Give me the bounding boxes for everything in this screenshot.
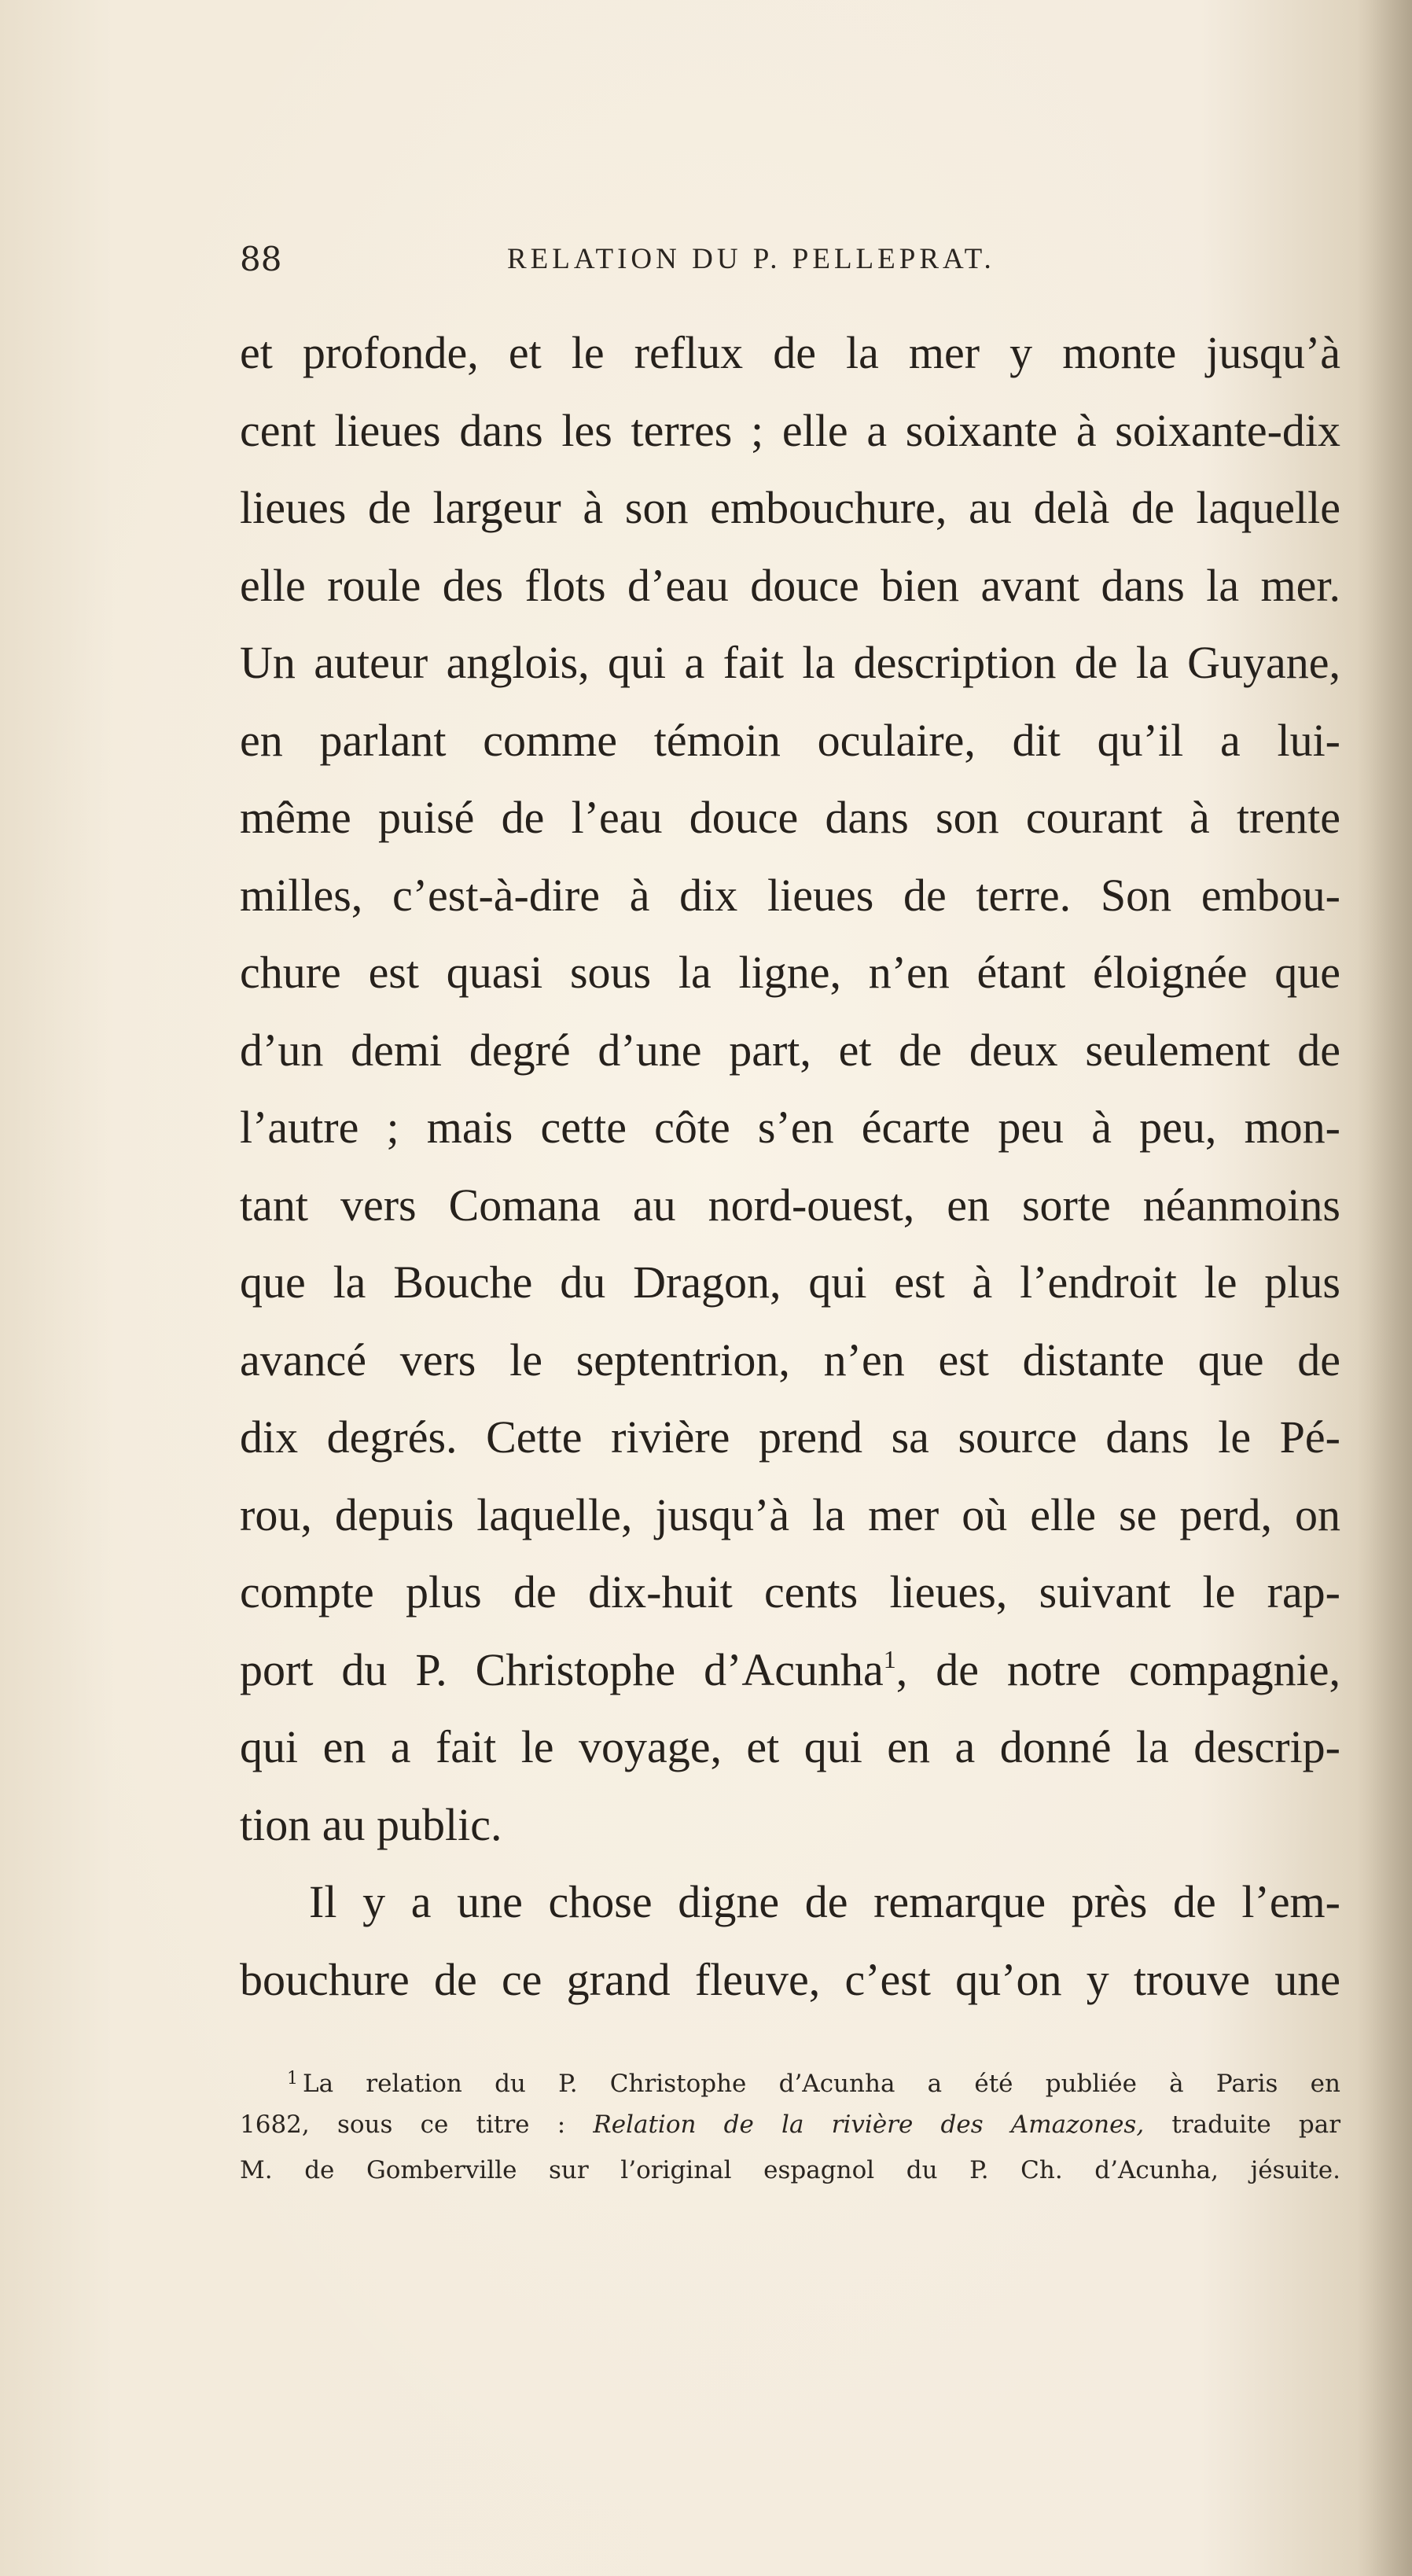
text-line-with-note xyxy=(240,1632,1340,1709)
text-line: en parlant comme témoin oculaire, dit qu’il a lui- xyxy=(240,714,1340,766)
text-line: d’un demi degré d’une part, et de deux seulement de xyxy=(240,1024,1340,1076)
footnote-line xyxy=(240,2056,1340,2102)
footnote-line: M. de Gomberville sur l’original espagnol du P. Ch. d’Acunha, jésuite. xyxy=(240,2156,1340,2184)
footnote-text: traduite par xyxy=(1144,2110,1341,2139)
text-line: elle roule des flots d’eau douce bien avant dans la mer. xyxy=(240,559,1340,611)
text-line: chure est quasi sous la ligne, n’en étant éloignée que xyxy=(240,947,1340,998)
footnote-text: La relation du P. Christophe d’Acunha a été publiée à Paris en xyxy=(303,2070,1340,2098)
footnote-line xyxy=(240,2102,1340,2147)
text-segment: port du P. Christophe d’Acunha xyxy=(240,1643,884,1695)
text-line: tion au public. xyxy=(240,1798,502,1850)
main-text xyxy=(240,315,1340,2018)
text-line: lieues de largeur à son embouchure, au delà de laquelle xyxy=(240,482,1340,533)
page-number: 88 xyxy=(240,240,282,278)
text-line: l’autre ; mais cette côte s’en écarte peu à peu, mon- xyxy=(240,1102,1340,1153)
text-line: Un auteur anglois, qui a fait la description de la Guyane, xyxy=(240,637,1340,688)
text-line: cent lieues dans les terres ; elle a soixante à soixante-dix xyxy=(240,404,1340,456)
text-segment: , de notre compagnie, xyxy=(895,1643,1340,1695)
text-line: dix degrés. Cette rivière prend sa source dans le Pé- xyxy=(240,1411,1340,1463)
footnotes xyxy=(240,2056,1340,2193)
page-header xyxy=(240,236,1340,283)
text-line: Il y a une chose digne de remarque près de l’em- xyxy=(309,1876,1340,1927)
text-line: qui en a fait le voyage, et qui en a donné la descrip- xyxy=(240,1721,1340,1772)
text-line: même puisé de l’eau douce dans son courant à trente xyxy=(240,792,1340,843)
text-line: avancé vers le septentrion, n’en est distante que de xyxy=(240,1334,1340,1386)
text-line: compte plus de dix-huit cents lieues, suivant le rap- xyxy=(240,1566,1340,1617)
book-title: Relation de la rivière des Amazones, xyxy=(593,2110,1145,2139)
text-line: milles, c’est-à-dire à dix lieues de terre. Son embou- xyxy=(240,869,1340,921)
footnote-mark: 1 xyxy=(287,2069,298,2088)
text-line: que la Bouche du Dragon, qui est à l’endroit le plus xyxy=(240,1257,1340,1308)
page-edge-shadow xyxy=(1357,0,1412,2576)
text-line: tant vers Comana au nord-ouest, en sorte néanmoins xyxy=(240,1179,1340,1231)
running-title: RELATION DU P. PELLEPRAT. xyxy=(507,243,995,275)
text-line: rou, depuis laquelle, jusqu’à la mer où elle se perd, on xyxy=(240,1489,1340,1540)
footnote-text: 1682, sous ce titre : xyxy=(240,2110,594,2139)
text-line: et profonde, et le reflux de la mer y monte jusqu’à xyxy=(240,327,1340,378)
text-line: bouchure de ce grand fleuve, c’est qu’on y trouve une xyxy=(240,1953,1340,2005)
footnote-reference[interactable]: 1 xyxy=(883,1644,896,1673)
